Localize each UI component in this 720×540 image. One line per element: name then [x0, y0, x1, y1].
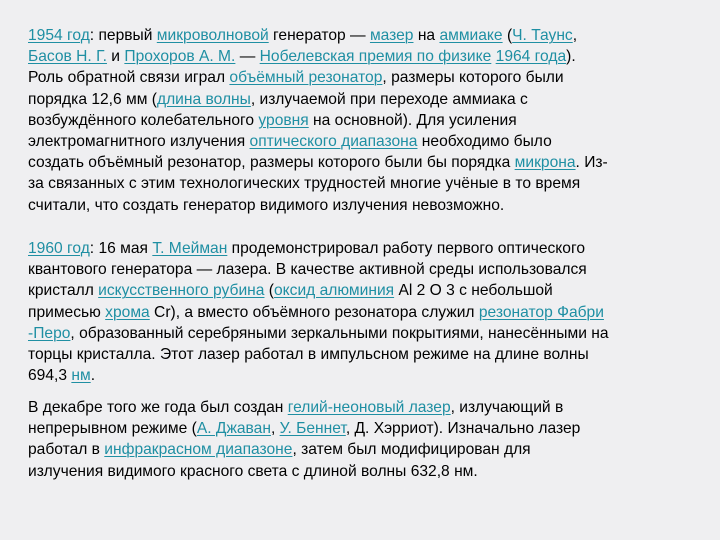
text-run: (: [264, 282, 274, 300]
text-line: [28, 152, 700, 173]
text-run: , Д. Хэрриот). Изначально лазер: [345, 420, 581, 438]
paragraph-ruby-laser-1960: [28, 238, 700, 386]
text-line: [28, 25, 700, 46]
text-line: [28, 195, 700, 216]
text-run: Cr), а вместо объёмного резонатора служил: [149, 303, 479, 321]
text-line: [28, 67, 700, 88]
hyperlink[interactable]: гелий-неоновый лазер: [287, 399, 451, 416]
text-run: ,: [572, 27, 578, 44]
text-run: непрерывном режиме (: [28, 420, 197, 438]
text-line: [28, 110, 700, 131]
text-line: [28, 46, 700, 67]
hyperlink[interactable]: Т. Мейман: [152, 240, 228, 257]
text-run: работал в: [28, 441, 105, 459]
text-line: [28, 365, 700, 386]
text-line: [28, 418, 700, 439]
hyperlink[interactable]: оптического диапазона: [249, 132, 418, 150]
text-run: примесью: [28, 303, 106, 321]
hyperlink[interactable]: Басов Н. Г.: [28, 48, 107, 66]
hyperlink[interactable]: аммиаке: [439, 27, 503, 44]
hyperlink[interactable]: оксид алюминия: [274, 282, 395, 300]
text-run: и: [106, 48, 125, 66]
hyperlink[interactable]: объёмный резонатор: [229, 69, 383, 87]
text-line: [28, 131, 700, 152]
text-run: , затем был модифицирован для: [292, 441, 531, 459]
text-run: генератор —: [268, 27, 370, 44]
text-run: порядка 12,6 мм (: [28, 90, 157, 108]
text-run: создать объёмный резонатор, размеры которого были бы порядка: [28, 154, 515, 172]
hyperlink[interactable]: А. Джаван: [196, 420, 271, 438]
text-run: (: [502, 27, 513, 44]
hyperlink[interactable]: уровня: [258, 111, 309, 129]
text-line: [28, 259, 700, 280]
hyperlink[interactable]: Прохоров А. М.: [124, 48, 236, 66]
text-run: Al 2 O 3 с небольшой: [394, 282, 553, 300]
text-run: ,: [270, 420, 280, 438]
hyperlink[interactable]: Нобелевская премия по физике: [259, 48, 492, 66]
text-line: [28, 173, 700, 194]
paragraph-helium-neon-laser: [28, 397, 700, 482]
text-run: , излучающий в: [450, 399, 564, 416]
text-run: электромагнитного излучения: [28, 132, 250, 150]
text-line: [28, 238, 700, 259]
text-run: ).: [566, 48, 576, 66]
hyperlink[interactable]: -Перо: [28, 324, 71, 342]
text-line: [28, 461, 700, 482]
hyperlink[interactable]: микрона: [514, 154, 576, 172]
hyperlink[interactable]: инфракрасном диапазоне: [104, 441, 293, 459]
text-run: на основной). Для усиления: [308, 111, 517, 129]
text-run: считали, что создать генератор видимого излучения невозможно.: [28, 196, 505, 214]
hyperlink[interactable]: мазер: [369, 27, 414, 44]
text-run: , образованный серебряными зеркальными покрытиями, нанесёнными на: [70, 324, 609, 342]
hyperlink[interactable]: Ч. Таунс: [512, 27, 573, 44]
hyperlink[interactable]: 1960 год: [28, 240, 90, 257]
text-run: возбуждённого колебательного: [28, 111, 259, 129]
text-run: Роль обратной связи играл: [28, 69, 230, 87]
text-line: [28, 344, 700, 365]
paragraph-maser-1954: [28, 25, 700, 216]
hyperlink[interactable]: 1964 года: [495, 48, 567, 66]
text-run: .: [90, 367, 96, 385]
text-run: , размеры которого были: [382, 69, 564, 87]
text-run: : первый: [89, 27, 157, 44]
text-run: торцы кристалла. Этот лазер работал в импульсном режиме на длине волны: [28, 345, 589, 363]
text-line: [28, 439, 700, 460]
text-run: излучения видимого красного света с длиной волны 632,8 нм.: [28, 462, 478, 480]
hyperlink[interactable]: хрома: [105, 303, 150, 321]
text-run: на: [413, 27, 440, 44]
text-run: , излучаемой при переходе аммиака с: [250, 90, 528, 108]
text-run: : 16 мая: [89, 240, 153, 257]
hyperlink[interactable]: микроволновой: [156, 27, 269, 44]
text-line: [28, 302, 700, 323]
text-run: —: [235, 48, 260, 66]
text-run: за связанных с этим технологических трудностей многие учёные в то время: [28, 175, 581, 193]
text-run: необходимо было: [417, 132, 552, 150]
hyperlink[interactable]: нм: [71, 367, 91, 385]
hyperlink[interactable]: длина волны: [156, 90, 251, 108]
text-line: [28, 323, 700, 344]
text-run: 694,3: [28, 367, 72, 385]
hyperlink[interactable]: У. Беннет: [279, 420, 346, 438]
text-run: . Из-: [575, 154, 608, 172]
text-line: [28, 397, 700, 418]
hyperlink[interactable]: 1954 год: [28, 27, 90, 44]
text-run: кристалл: [28, 282, 99, 300]
hyperlink[interactable]: искусственного рубина: [98, 282, 265, 300]
text-run: квантового генератора — лазера. В качестве активной среды использовался: [28, 261, 587, 279]
text-run: продемонстрировал работу первого оптического: [227, 240, 585, 257]
text-run: В декабре того же года был создан: [28, 399, 288, 416]
hyperlink[interactable]: резонатор Фабри: [478, 303, 604, 321]
text-line: [28, 89, 700, 110]
text-line: [28, 280, 700, 301]
